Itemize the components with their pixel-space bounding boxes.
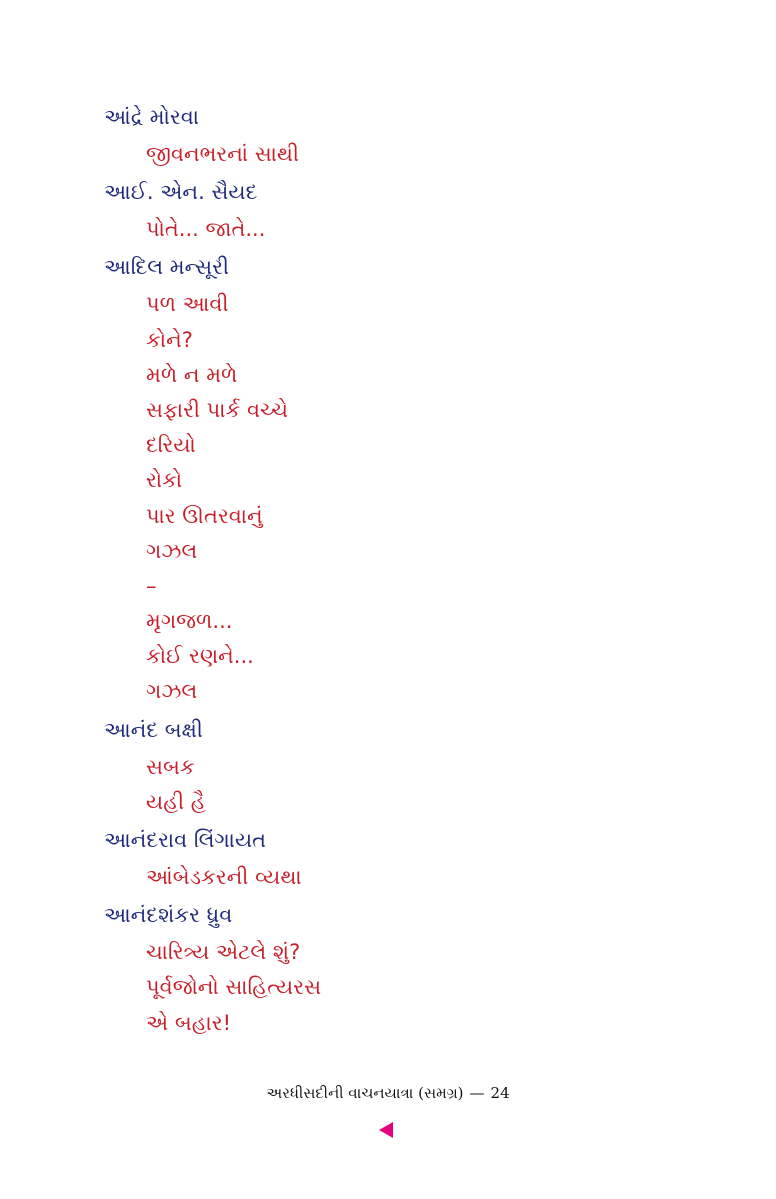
author-index (104, 100, 704, 1043)
work-title[interactable]: દરિયો (146, 433, 196, 458)
footer-separator: — (469, 1084, 485, 1102)
work-title[interactable]: પોતે... જાતે... (146, 217, 266, 242)
author-entry (104, 713, 704, 820)
author-entry (104, 898, 704, 1041)
prev-page-arrow-icon[interactable] (379, 1122, 393, 1138)
work-title[interactable]: એ બહાર! (146, 1010, 232, 1035)
author-name: આનંદરાવ લિંગાયત (104, 828, 267, 852)
work-title[interactable]: સફારી પાર્ક વચ્ચે (146, 397, 289, 422)
work-title[interactable]: યહી હૈ (146, 789, 206, 814)
work-title[interactable]: જીવનભરનાં સાથી (146, 142, 300, 166)
work-title[interactable]: કોને? (146, 327, 193, 352)
work-title[interactable]: ગઝલ (146, 538, 198, 563)
book-title: અરધીસદીની વાચનયાત્રા (સમગ્ર) (266, 1084, 464, 1102)
work-title[interactable]: સબક (146, 754, 195, 779)
page-number: 24 (490, 1084, 510, 1102)
work-title[interactable]: ચારિત્ર્ય એટલે શું? (146, 940, 301, 965)
author-name: આનંદ બક્ષી (104, 717, 203, 742)
work-title[interactable]: મળે ન મળે (146, 362, 238, 387)
work-title[interactable]: મૃગજળ... (146, 609, 233, 634)
author-name: આંદ્રે મોરવા (104, 105, 199, 129)
author-name: આદિલ મન્સૂરી (104, 255, 229, 280)
works-list (104, 860, 704, 895)
works-list (104, 137, 704, 172)
work-title[interactable]: પાર ઊતરવાનું (146, 503, 263, 528)
work-title[interactable]: આંબેડકરની વ્યથા (146, 865, 302, 889)
work-title[interactable]: રોકો (146, 468, 183, 493)
work-title[interactable]: ગઝલ (146, 679, 198, 704)
author-entry (104, 100, 704, 172)
page-footer (0, 1078, 776, 1108)
author-entry (104, 823, 704, 895)
author-name: આનંદશંકર ધ્રુવ (104, 903, 233, 928)
work-title[interactable]: પળ આવી (146, 292, 229, 317)
works-list (104, 935, 704, 1041)
works-list (104, 212, 704, 247)
author-entry (104, 250, 704, 709)
work-title[interactable]: કોઈ રણને... (146, 644, 254, 669)
author-name: આઈ. એન. સૈયદ (104, 180, 258, 205)
work-title[interactable]: – (146, 573, 157, 598)
works-list (104, 750, 704, 820)
author-entry (104, 175, 704, 247)
work-title[interactable]: પૂર્વજોનો સાહિત્યરસ (146, 975, 322, 1000)
works-list (104, 287, 704, 709)
